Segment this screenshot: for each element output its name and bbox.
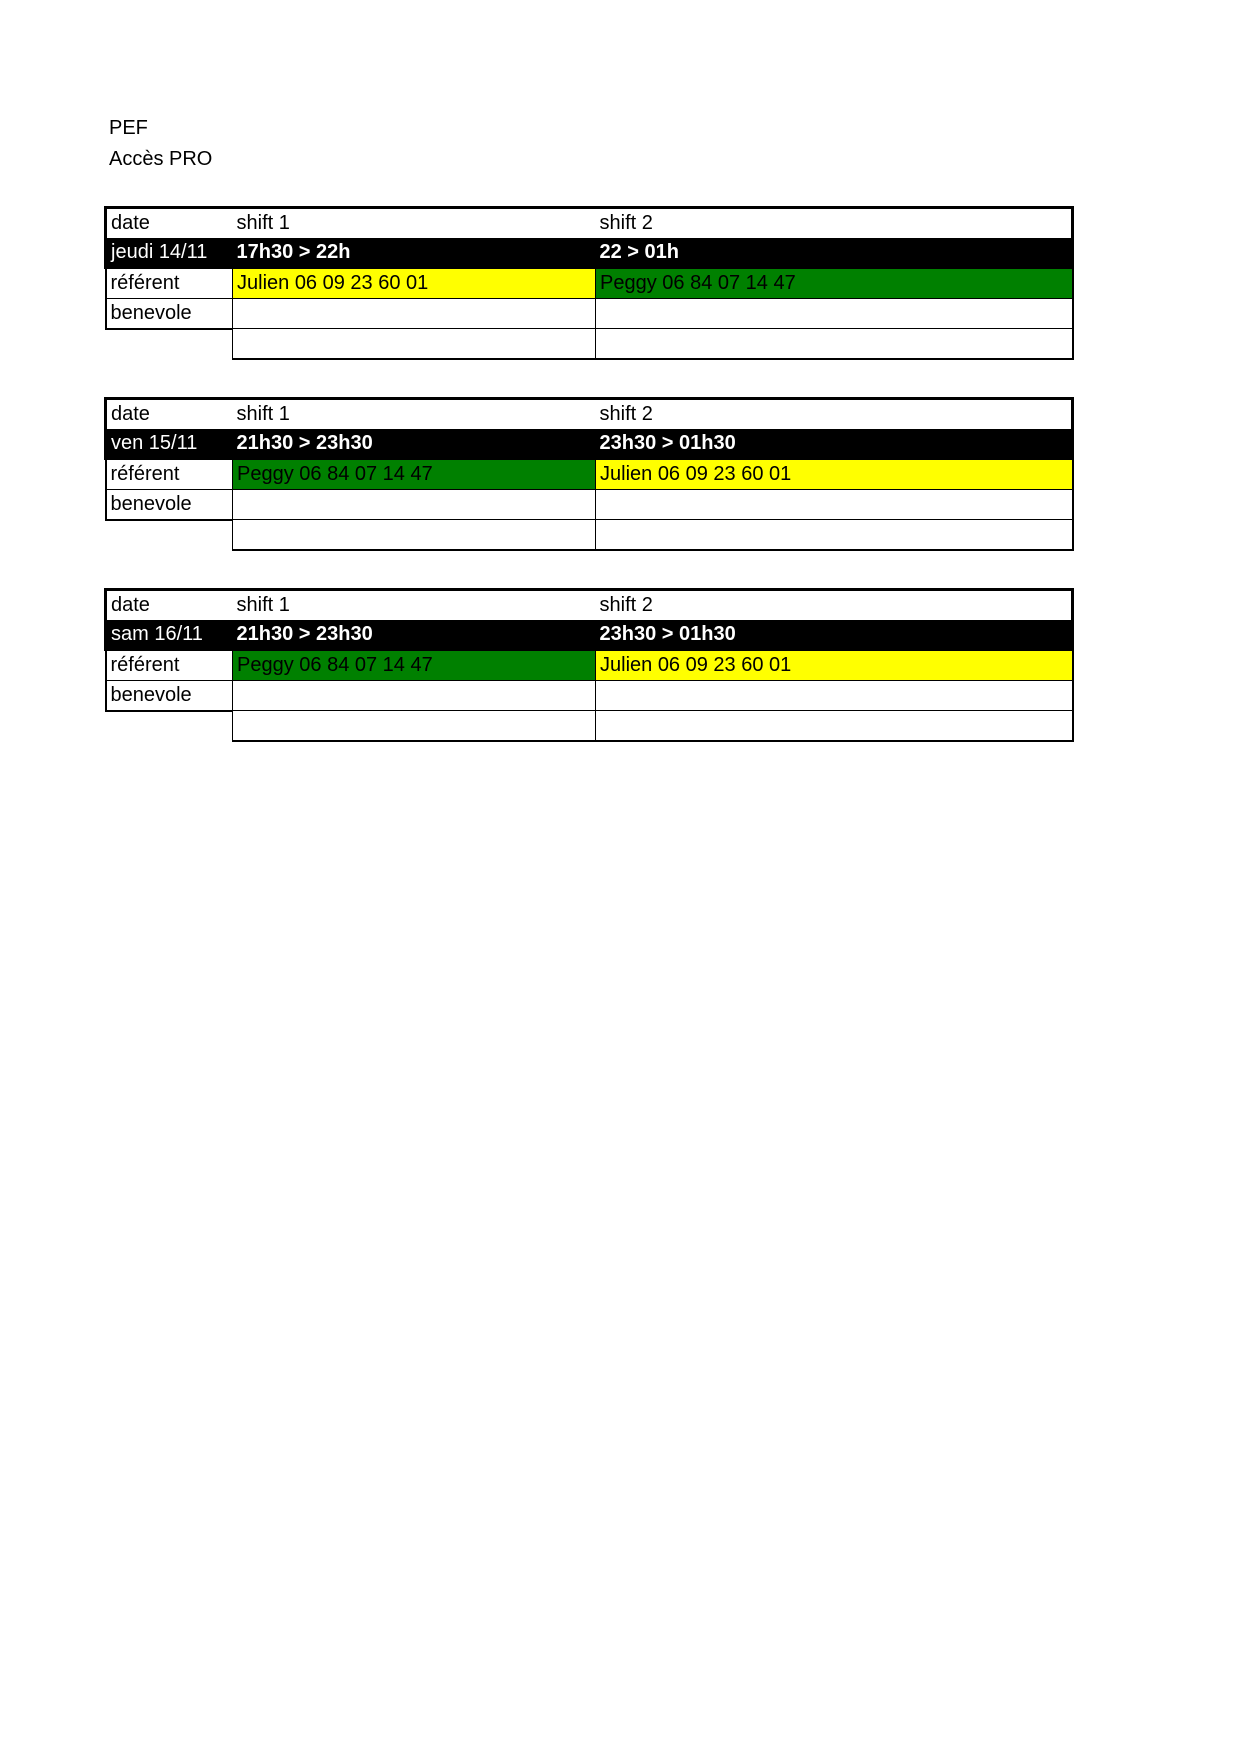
schedule-block-1 xyxy=(104,206,1071,360)
header-row xyxy=(106,399,1073,430)
header-line-2: Accès PRO xyxy=(109,148,213,170)
header-row xyxy=(106,208,1073,239)
shift-1-referent-cell[interactable]: Peggy 06 84 07 14 47 xyxy=(233,650,596,680)
volunteer-row xyxy=(106,680,1073,711)
shift-1-volunteer-cell[interactable] xyxy=(233,489,596,520)
shift-2-volunteer-cell[interactable] xyxy=(596,680,1073,711)
header-line-1: PEF xyxy=(109,117,148,139)
referent-label-cell[interactable]: référent xyxy=(106,650,233,680)
volunteer-row-2 xyxy=(106,329,1073,359)
document-header xyxy=(109,113,212,175)
shift-2-referent-cell[interactable]: Julien 06 09 23 60 01 xyxy=(596,459,1073,489)
time-row xyxy=(106,429,1073,459)
referent-label-cell[interactable]: référent xyxy=(106,268,233,298)
shift-2-volunteer-cell-2[interactable] xyxy=(596,520,1073,550)
volunteer-label-cell[interactable]: benevole xyxy=(106,680,233,711)
shift-1-volunteer-cell[interactable] xyxy=(233,298,596,329)
shift-2-time-cell[interactable]: 22 > 01h xyxy=(596,238,1073,268)
schedule-table xyxy=(104,397,1074,551)
shift-1-time-cell[interactable]: 21h30 > 23h30 xyxy=(233,620,596,650)
referent-row xyxy=(106,459,1073,489)
shift-1-label-cell[interactable]: shift 1 xyxy=(233,399,596,430)
volunteer-row xyxy=(106,489,1073,520)
shift-2-referent-cell[interactable]: Julien 06 09 23 60 01 xyxy=(596,650,1073,680)
shift-1-label-cell[interactable]: shift 1 xyxy=(233,208,596,239)
empty-label-cell xyxy=(106,329,233,359)
empty-label-cell xyxy=(106,520,233,550)
schedule-block-3 xyxy=(104,588,1071,742)
date-label-cell[interactable]: date xyxy=(106,590,233,621)
referent-row xyxy=(106,268,1073,298)
shift-1-referent-cell[interactable]: Julien 06 09 23 60 01 xyxy=(233,268,596,298)
shift-1-referent-cell[interactable]: Peggy 06 84 07 14 47 xyxy=(233,459,596,489)
shift-1-time-cell[interactable]: 21h30 > 23h30 xyxy=(233,429,596,459)
day-cell[interactable]: jeudi 14/11 xyxy=(106,238,233,268)
time-row xyxy=(106,620,1073,650)
volunteer-row-2 xyxy=(106,520,1073,550)
date-label-cell[interactable]: date xyxy=(106,399,233,430)
volunteer-row xyxy=(106,298,1073,329)
volunteer-row-2 xyxy=(106,711,1073,741)
shift-2-volunteer-cell-2[interactable] xyxy=(596,329,1073,359)
schedule-block-2 xyxy=(104,397,1071,551)
date-label-cell[interactable]: date xyxy=(106,208,233,239)
shift-2-label-cell[interactable]: shift 2 xyxy=(596,590,1073,621)
shift-2-volunteer-cell-2[interactable] xyxy=(596,711,1073,741)
shift-2-time-cell[interactable]: 23h30 > 01h30 xyxy=(596,429,1073,459)
shift-2-volunteer-cell[interactable] xyxy=(596,298,1073,329)
shift-2-label-cell[interactable]: shift 2 xyxy=(596,208,1073,239)
referent-row xyxy=(106,650,1073,680)
volunteer-label-cell[interactable]: benevole xyxy=(106,298,233,329)
referent-label-cell[interactable]: référent xyxy=(106,459,233,489)
shift-1-time-cell[interactable]: 17h30 > 22h xyxy=(233,238,596,268)
shift-2-time-cell[interactable]: 23h30 > 01h30 xyxy=(596,620,1073,650)
shift-1-label-cell[interactable]: shift 1 xyxy=(233,590,596,621)
shift-1-volunteer-cell[interactable] xyxy=(233,680,596,711)
time-row xyxy=(106,238,1073,268)
shift-2-volunteer-cell[interactable] xyxy=(596,489,1073,520)
volunteer-label-cell[interactable]: benevole xyxy=(106,489,233,520)
header-row xyxy=(106,590,1073,621)
day-cell[interactable]: ven 15/11 xyxy=(106,429,233,459)
day-cell[interactable]: sam 16/11 xyxy=(106,620,233,650)
shift-2-referent-cell[interactable]: Peggy 06 84 07 14 47 xyxy=(596,268,1073,298)
shift-1-volunteer-cell-2[interactable] xyxy=(233,520,596,550)
schedule-table xyxy=(104,206,1074,360)
shift-1-volunteer-cell-2[interactable] xyxy=(233,711,596,741)
empty-label-cell xyxy=(106,711,233,741)
shift-2-label-cell[interactable]: shift 2 xyxy=(596,399,1073,430)
schedule-table xyxy=(104,588,1074,742)
shift-1-volunteer-cell-2[interactable] xyxy=(233,329,596,359)
